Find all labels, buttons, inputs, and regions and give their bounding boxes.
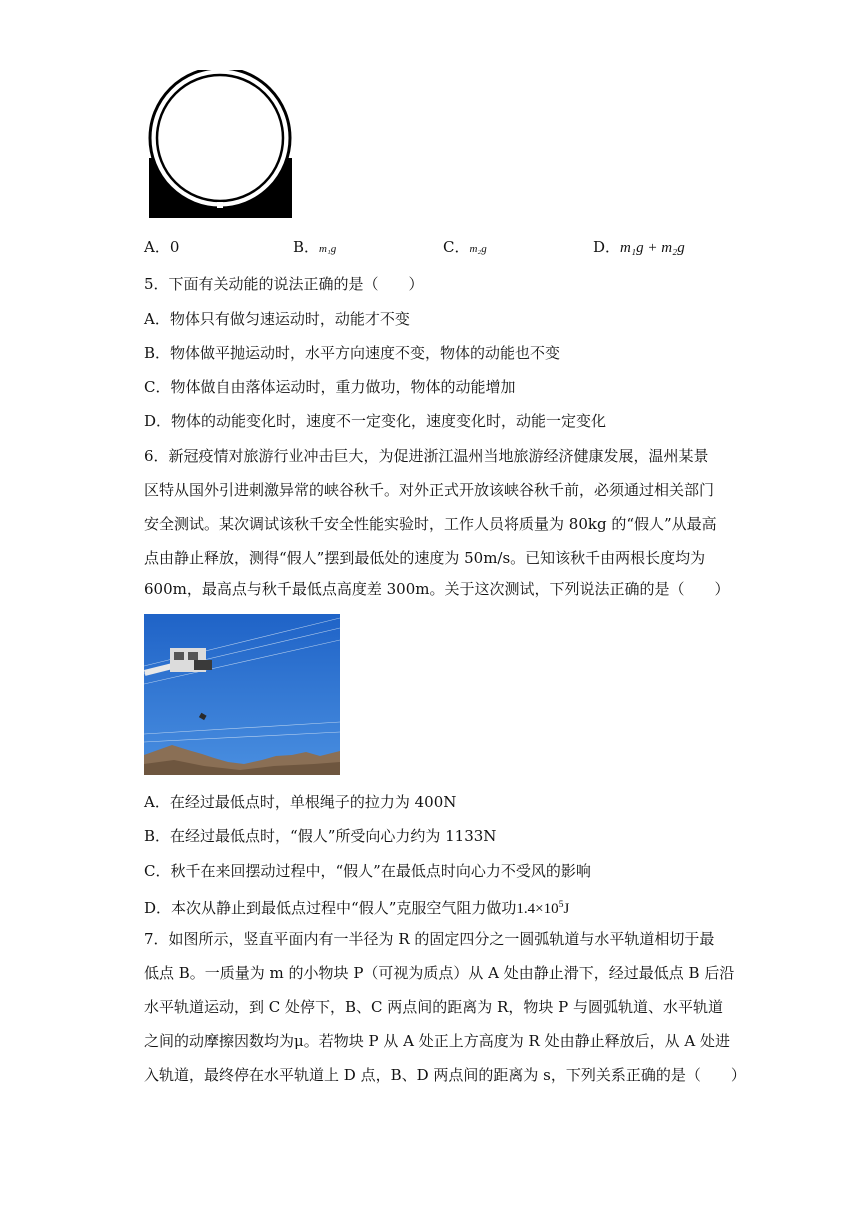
q5-option-d: D．物体的动能变化时，速度不一定变化，速度变化时，动能一定变化 xyxy=(144,412,607,430)
q5-option-c: C．物体做自由落体运动时，重力做功，物体的动能增加 xyxy=(144,378,516,396)
q7-stem-line: 7．如图所示，竖直平面内有一半径为 R 的固定四分之一圆弧轨道与水平轨道相切于最 xyxy=(144,930,715,948)
q4-option-b: B．m₁g xyxy=(293,238,337,256)
q7-stem-line: 之间的动摩擦因数均为μ。若物块 P 从 A 处正上方高度为 R 处由静止释放后，从 A 处进 xyxy=(144,1032,730,1050)
canyon-swing-photo xyxy=(144,614,340,775)
q6-option-c: C．秋千在来回摆动过程中，“假人”在最低点时向心力不受风的影响 xyxy=(144,862,591,880)
q7-stem-line: 入轨道，最终停在水平轨道上 D 点，B、D 两点间的距离为 s，下列关系正确的是（ ） xyxy=(144,1066,746,1084)
q7-stem-line: 低点 B。一质量为 m 的小物块 P（可视为质点）从 A 处由静止滑下，经过最低点 B 后沿 xyxy=(144,964,735,982)
q6-stem-line: 点由静止释放，测得“假人”摆到最低处的速度为 50m/s。已知该秋千由两根长度均为 xyxy=(144,549,706,567)
q6-stem-line: 600m，最高点与秋千最低点高度差 300m。关于这次测试，下列说法正确的是（ ） xyxy=(144,580,730,598)
q4-option-a: A．0 xyxy=(144,238,180,256)
q6-option-d: D．本次从静止到最低点过程中“假人”克服空气阻力做功$1.4\times 10^5J$ xyxy=(144,899,570,917)
q5-option-b: B．物体做平抛运动时，水平方向速度不变，物体的动能也不变 xyxy=(144,344,561,362)
q6-option-b: B．在经过最低点时，“假人”所受向心力约为 1133N xyxy=(144,827,497,845)
q4-option-c: C．m₂g xyxy=(443,238,487,256)
q6-stem-line: 安全测试。某次调试该秋千安全性能实验时，工作人员将质量为 80kg 的“假人”从最高 xyxy=(144,515,717,533)
q5-stem: 5．下面有关动能的说法正确的是（ ） xyxy=(144,275,424,293)
q6-stem-line: 6．新冠疫情对旅游行业冲击巨大，为促进浙江温州当地旅游经济健康发展，温州某景 xyxy=(144,447,709,465)
q6-option-d-value: $1.4\times 10^5J$ xyxy=(516,899,570,917)
q4-option-d: D．m₁g + m₂g xyxy=(593,238,685,256)
q7-stem-line: 水平轨道运动，到 C 处停下，B、C 两点间的距离为 R，物块 P 与圆弧轨道、水平轨道 xyxy=(144,998,723,1016)
q6-option-a: A．在经过最低点时，单根绳子的拉力为 400N xyxy=(144,793,457,811)
q5-option-a: A．物体只有做匀速运动时，动能才不变 xyxy=(144,310,410,328)
ring-figure xyxy=(146,70,296,222)
q6-stem-line: 区特从国外引进刺激异常的峡谷秋千。对外正式开放该峡谷秋千前，必须通过相关部门 xyxy=(144,481,715,499)
